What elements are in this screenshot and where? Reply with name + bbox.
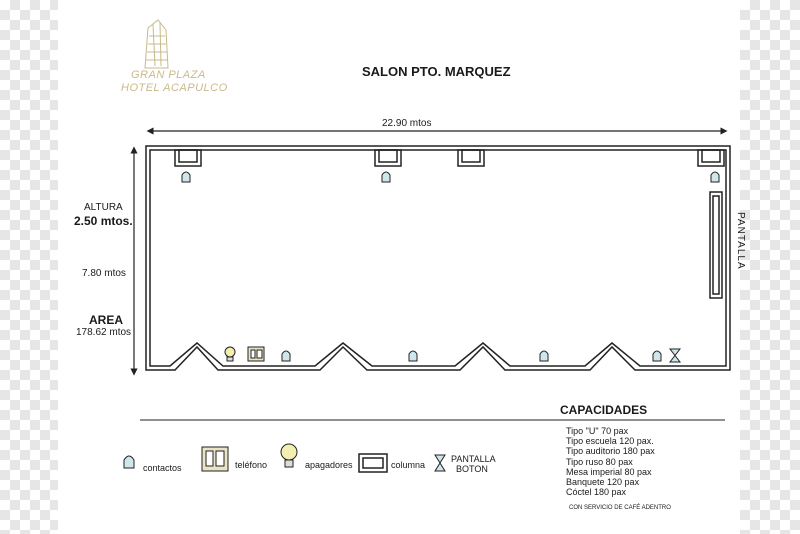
- legend-phone-icon: [202, 447, 228, 471]
- screen-wall: [710, 192, 722, 298]
- phone-icon: [248, 347, 264, 361]
- legend-screen-button-label-2: BOTON: [456, 464, 488, 474]
- legend-screen-button-label-1: PANTALLA: [451, 454, 496, 464]
- logo-line-2: HOTEL ACAPULCO: [121, 82, 228, 94]
- room-walls: [146, 146, 730, 370]
- logo-line-1: GRAN PLAZA: [131, 69, 206, 81]
- capacity-item: Tipo auditorio 180 pax: [566, 446, 655, 457]
- top-columns: [175, 150, 724, 166]
- capacity-item: Cóctel 180 pax: [566, 487, 627, 498]
- legend-switches-label: apagadores: [305, 460, 353, 470]
- legend-screen-button-icon: [435, 455, 445, 471]
- screen-label: PANTALLA: [735, 212, 746, 270]
- outlet-icons: [182, 172, 719, 361]
- legend-contacts-label: contactos: [143, 463, 182, 473]
- height-value: 2.50 mtos.: [74, 214, 133, 228]
- outlet-icon: [711, 172, 719, 182]
- legend-column-label: columna: [391, 460, 426, 470]
- outlet-icon: [653, 351, 661, 361]
- depth-dimension-label: 7.80 mtos: [82, 268, 126, 279]
- legend-phone-label: teléfono: [235, 460, 268, 470]
- outlet-icon: [409, 351, 417, 361]
- legend-outlet-icon: [124, 456, 134, 468]
- capacity-item: Tipo ruso 80 pax: [566, 456, 633, 467]
- outlet-icon: [382, 172, 390, 182]
- capacities-list: [566, 426, 655, 497]
- capacity-item: Tipo escuela 120 pax.: [566, 436, 654, 447]
- capacity-item: Banquete 120 pax: [566, 477, 640, 488]
- screen-button-icon: [670, 349, 680, 362]
- area-label: AREA: [89, 313, 124, 327]
- hotel-logo-icon: [145, 20, 168, 68]
- legend-bulb-icon: [281, 444, 297, 467]
- outlet-icon: [282, 351, 290, 361]
- area-value: 178.62 mtos: [76, 327, 132, 338]
- capacities-title: CAPACIDADES: [560, 403, 648, 417]
- outlet-icon: [540, 351, 548, 361]
- capacity-item: Mesa imperial 80 pax: [566, 466, 652, 477]
- capacity-item: Tipo "U" 70 pax: [566, 426, 629, 436]
- legend-column-icon: [359, 454, 387, 472]
- width-dimension-label: 22.90 mtos: [382, 118, 432, 129]
- plan-title: SALON PTO. MARQUEZ: [362, 64, 511, 79]
- outlet-icon: [182, 172, 190, 182]
- height-label: ALTURA: [84, 202, 123, 213]
- capacities-note: CON SERVICIO DE CAFÉ ADENTRO: [569, 505, 671, 511]
- light-switch-icon: [225, 347, 235, 361]
